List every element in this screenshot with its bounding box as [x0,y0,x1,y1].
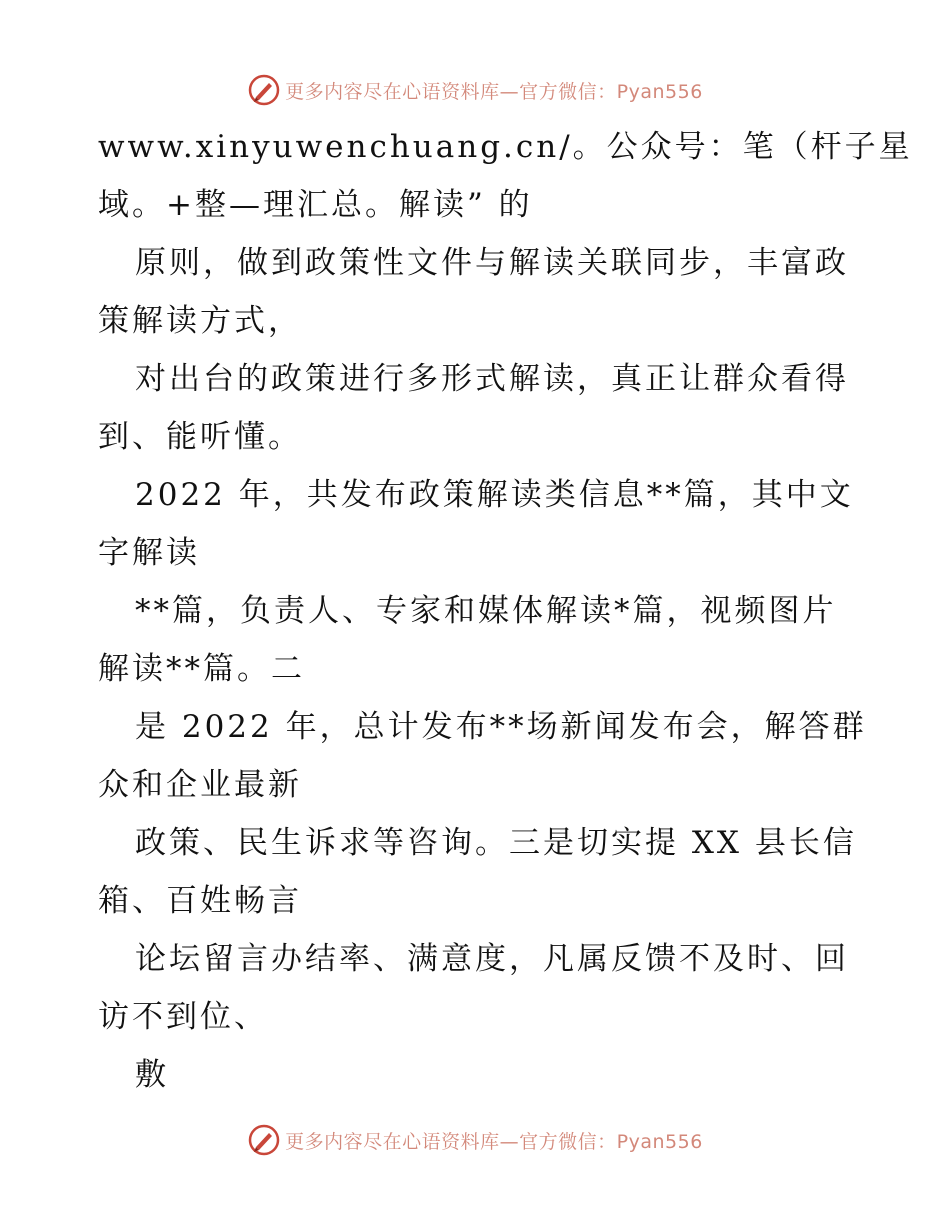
text-line: 策解读方式， [98,303,302,339]
text-line: 字解读 [98,535,200,571]
text-line: **篇，负责人、专家和媒体解读*篇，视频图片 [135,593,837,629]
text-line: 是 2022 年，总计发布**场新闻发布会，解答群 [135,709,867,745]
watermark-text: 更多内容尽在心语资料库—官方微信：Pyan556 [285,1130,703,1153]
document-body [98,118,913,1104]
text-line: 到、能听懂。 [98,419,302,455]
text-line: www.xinyuwenchuang.cn/。公众号：笔（杆子星 [98,129,913,165]
text-line: 2022 年，共发布政策解读类信息**篇，其中文 [135,477,854,513]
text-line: 原则，做到政策性文件与解读关联同步，丰富政 [135,245,849,281]
header-watermark [0,70,950,110]
footer-watermark [0,1120,950,1160]
text-line: 对出台的政策进行多形式解读，真正让群众看得 [135,361,849,397]
text-line: 域。+整—理汇总。解读” 的 [98,187,533,223]
text-line: 敷 [135,1057,169,1093]
text-line: 访不到位、 [98,999,268,1035]
text-line: 政策、民生诉求等咨询。三是切实提 XX 县长信 [135,825,857,861]
text-line: 论坛留言办结率、满意度，凡属反馈不及时、回 [135,941,849,977]
text-line: 箱、百姓畅言 [98,883,302,919]
text-line: 众和企业最新 [98,767,302,803]
pen-logo-icon [247,1123,281,1157]
pen-logo-icon [247,73,281,107]
watermark-text: 更多内容尽在心语资料库—官方微信：Pyan556 [285,80,703,103]
text-line: 解读**篇。二 [98,651,305,687]
